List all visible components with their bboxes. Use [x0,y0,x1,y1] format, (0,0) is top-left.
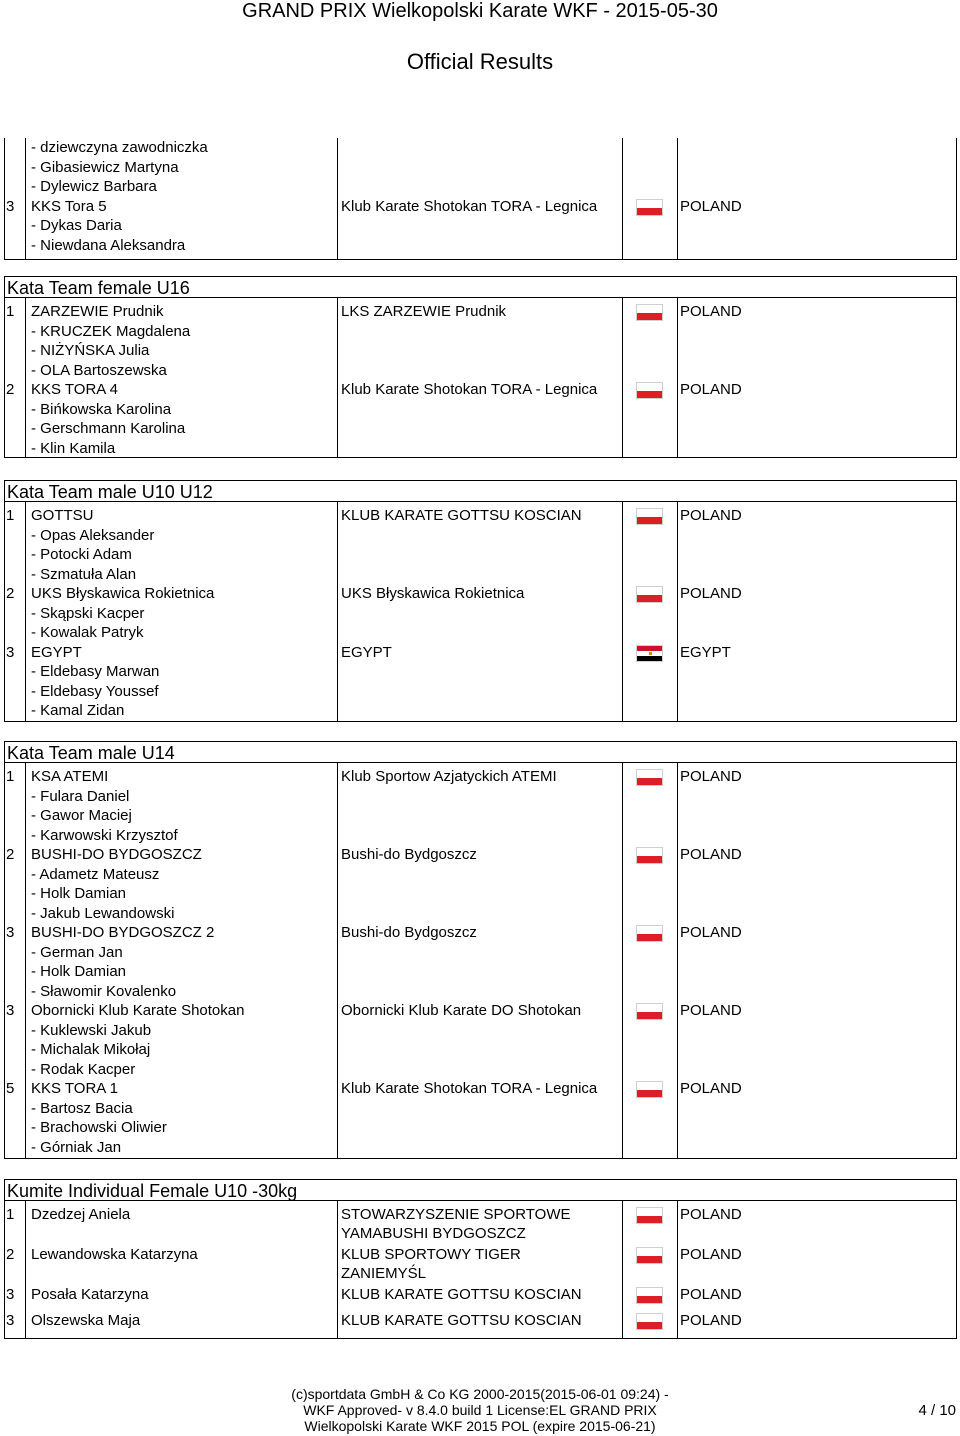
club-name: UKS Błyskawica Rokietnica [341,585,525,602]
category-title: Kata Team male U14 [4,741,957,763]
club-name: KLUB SPORTOWY TIGER [341,1246,521,1263]
club-name: Obornicki Klub Karate DO Shotokan [341,1002,582,1019]
competitor-name: Dzedzej Aniela [31,1206,131,1223]
results-block-continued [4,138,957,260]
member-name: - Szmatuła Alan [31,565,137,583]
country-name: POLAND [680,1080,742,1097]
member-name: - Gerschmann Karolina [31,420,186,437]
member-name: - Górniak Jan [31,1138,122,1156]
results-block-kata-team-male-u10-u12 [4,480,957,722]
club-name-line-2: ZANIEMYŚL [341,1265,427,1282]
rank-cell: 5 [6,1080,15,1097]
competitor-name: Posała Katarzyna [31,1286,149,1303]
member-name: - Karwowski Krzysztof [31,826,178,844]
footer-line-3: Wielkopolski Karate WKF 2015 POL (expire 2015-06-21) [304,1418,656,1434]
country-name: POLAND [680,846,742,863]
member-name: - Adametz Mateusz [31,865,160,883]
competitor-name: EGYPT [31,643,82,661]
club-name: EGYPT [341,643,392,661]
competitor-name: ZARZEWIE Prudnik [31,303,164,320]
competitor-name: KKS TORA 1 [31,1080,118,1097]
poland-flag-icon [636,508,663,525]
poland-flag-icon [636,1003,663,1020]
country-name: EGYPT [680,643,731,661]
poland-flag-icon [636,586,663,603]
rank-cell: 2 [6,846,15,863]
rank-cell: 3 [6,643,15,661]
rank-cell: 3 [6,924,15,941]
page-number: 4 / 10 [918,1402,956,1419]
member-name: - Fulara Daniel [31,787,130,805]
rank-cell: 3 [6,1002,15,1019]
member-name: - Kowalak Patryk [31,624,144,641]
member-name: - Bińkowska Karolina [31,400,172,418]
rank-cell: 3 [6,1286,15,1303]
rank-cell: 3 [6,1312,15,1329]
results-block-kata-team-female-u16 [4,276,957,458]
competitor-name: Olszewska Maja [31,1312,141,1329]
poland-flag-icon [636,199,663,216]
competitor-name: KKS TORA 4 [31,381,118,398]
competitor-name: Lewandowska Katarzyna [31,1246,198,1263]
category-title: Kumite Individual Female U10 -30kg [4,1179,957,1201]
country-name: POLAND [680,507,742,524]
poland-flag-icon [636,1313,663,1330]
member-name: - NIŻYŃSKA Julia [31,342,150,359]
country-name: POLAND [680,768,742,785]
country-name: POLAND [680,303,742,320]
member-name: - Michalak Mikołaj [31,1041,151,1058]
member-name: - Rodak Kacper [31,1060,136,1078]
member-name: - Eldebasy Youssef [31,682,159,700]
footer-line-2: WKF Approved- v 8.4.0 build 1 License:EL GRAND PRIX [303,1402,657,1418]
competitor-name: GOTTSU [31,507,94,524]
member-name: - Dylewicz Barbara [31,178,157,195]
egypt-flag-icon [636,645,663,662]
results-block-kumite-individual-female-u10-30kg [4,1179,957,1339]
member-name: - Dykas Daria [31,217,122,234]
member-name: - German Jan [31,943,123,961]
member-name: - Sławomir Kovalenko [31,982,177,1000]
member-name: - Potocki Adam [31,546,132,563]
member-name: - Skąpski Kacper [31,604,145,622]
rank-cell: 1 [6,1206,15,1223]
poland-flag-icon [636,304,663,321]
club-name: KLUB KARATE GOTTSU KOSCIAN [341,507,582,524]
member-name: - Jakub Lewandowski [31,904,175,922]
rank-cell: 2 [6,1246,15,1263]
country-name: POLAND [680,585,742,602]
member-name: - dziewczyna zawodniczka [31,139,208,156]
competitor-name: Obornicki Klub Karate Shotokan [31,1002,245,1019]
member-name: - Brachowski Oliwier [31,1119,167,1136]
club-name: Klub Karate Shotokan TORA - Legnica [341,1080,598,1097]
club-name-line-2: YAMABUSHI BYDGOSZCZ [341,1225,526,1242]
rank-cell: 2 [6,381,15,398]
member-name: - Eldebasy Marwan [31,663,160,680]
footer-line-1: (c)sportdata GmbH & Co KG 2000-2015(2015-06-01 09:24) - [291,1386,669,1402]
rank-cell: 1 [6,507,15,524]
member-name: - Holk Damian [31,963,127,980]
member-name: - Bartosz Bacia [31,1099,133,1117]
member-name: - OLA Bartoszewska [31,361,167,379]
club-name: Klub Karate Shotokan TORA - Legnica [341,197,598,215]
page-header-title: GRAND PRIX Wielkopolski Karate WKF - 2015-05-30 [242,0,718,22]
page-header-subtitle: Official Results [406,49,554,74]
member-name: - KRUCZEK Magdalena [31,322,191,340]
poland-flag-icon [636,1247,663,1264]
club-name: Bushi-do Bydgoszcz [341,846,477,863]
club-name: LKS ZARZEWIE Prudnik [341,303,507,320]
rank-cell: 3 [6,197,15,215]
member-name: - Gibasiewicz Martyna [31,158,179,176]
member-name: - Gawor Maciej [31,807,132,824]
competitor-name: UKS Błyskawica Rokietnica [31,585,215,602]
poland-flag-icon [636,1207,663,1224]
poland-flag-icon [636,382,663,399]
country-name: POLAND [680,381,742,398]
poland-flag-icon [636,769,663,786]
competitor-name: KKS Tora 5 [31,197,107,215]
club-name: Bushi-do Bydgoszcz [341,924,477,941]
poland-flag-icon [636,1287,663,1304]
member-name: - Kamal Zidan [31,702,125,719]
member-name: - Holk Damian [31,885,127,902]
club-name: STOWARZYSZENIE SPORTOWE [341,1206,571,1223]
poland-flag-icon [636,1081,663,1098]
poland-flag-icon [636,847,663,864]
poland-flag-icon [636,925,663,942]
country-name: POLAND [680,1002,742,1019]
country-name: POLAND [680,1312,742,1329]
club-name: KLUB KARATE GOTTSU KOSCIAN [341,1312,582,1329]
member-name: - Opas Aleksander [31,526,155,544]
club-name: Klub Sportow Azjatyckich ATEMI [341,768,557,785]
category-title: Kata Team female U16 [4,276,957,298]
member-name: - Niewdana Aleksandra [31,236,186,254]
country-name: POLAND [680,1206,742,1223]
club-name: Klub Karate Shotokan TORA - Legnica [341,381,598,398]
category-title: Kata Team male U10 U12 [4,480,957,502]
member-name: - Klin Kamila [31,439,116,457]
club-name: KLUB KARATE GOTTSU KOSCIAN [341,1286,582,1303]
results-block-kata-team-male-u14 [4,741,957,1159]
country-name: POLAND [680,197,742,215]
competitor-name: KSA ATEMI [31,768,109,785]
country-name: POLAND [680,924,742,941]
rank-cell: 1 [6,303,15,320]
country-name: POLAND [680,1246,742,1263]
member-name: - Kuklewski Jakub [31,1021,152,1039]
competitor-name: BUSHI-DO BYDGOSZCZ 2 [31,924,215,941]
country-name: POLAND [680,1286,742,1303]
rank-cell: 1 [6,768,15,785]
footer-copyright [240,1386,720,1434]
rank-cell: 2 [6,585,15,602]
competitor-name: BUSHI-DO BYDGOSZCZ [31,846,202,863]
